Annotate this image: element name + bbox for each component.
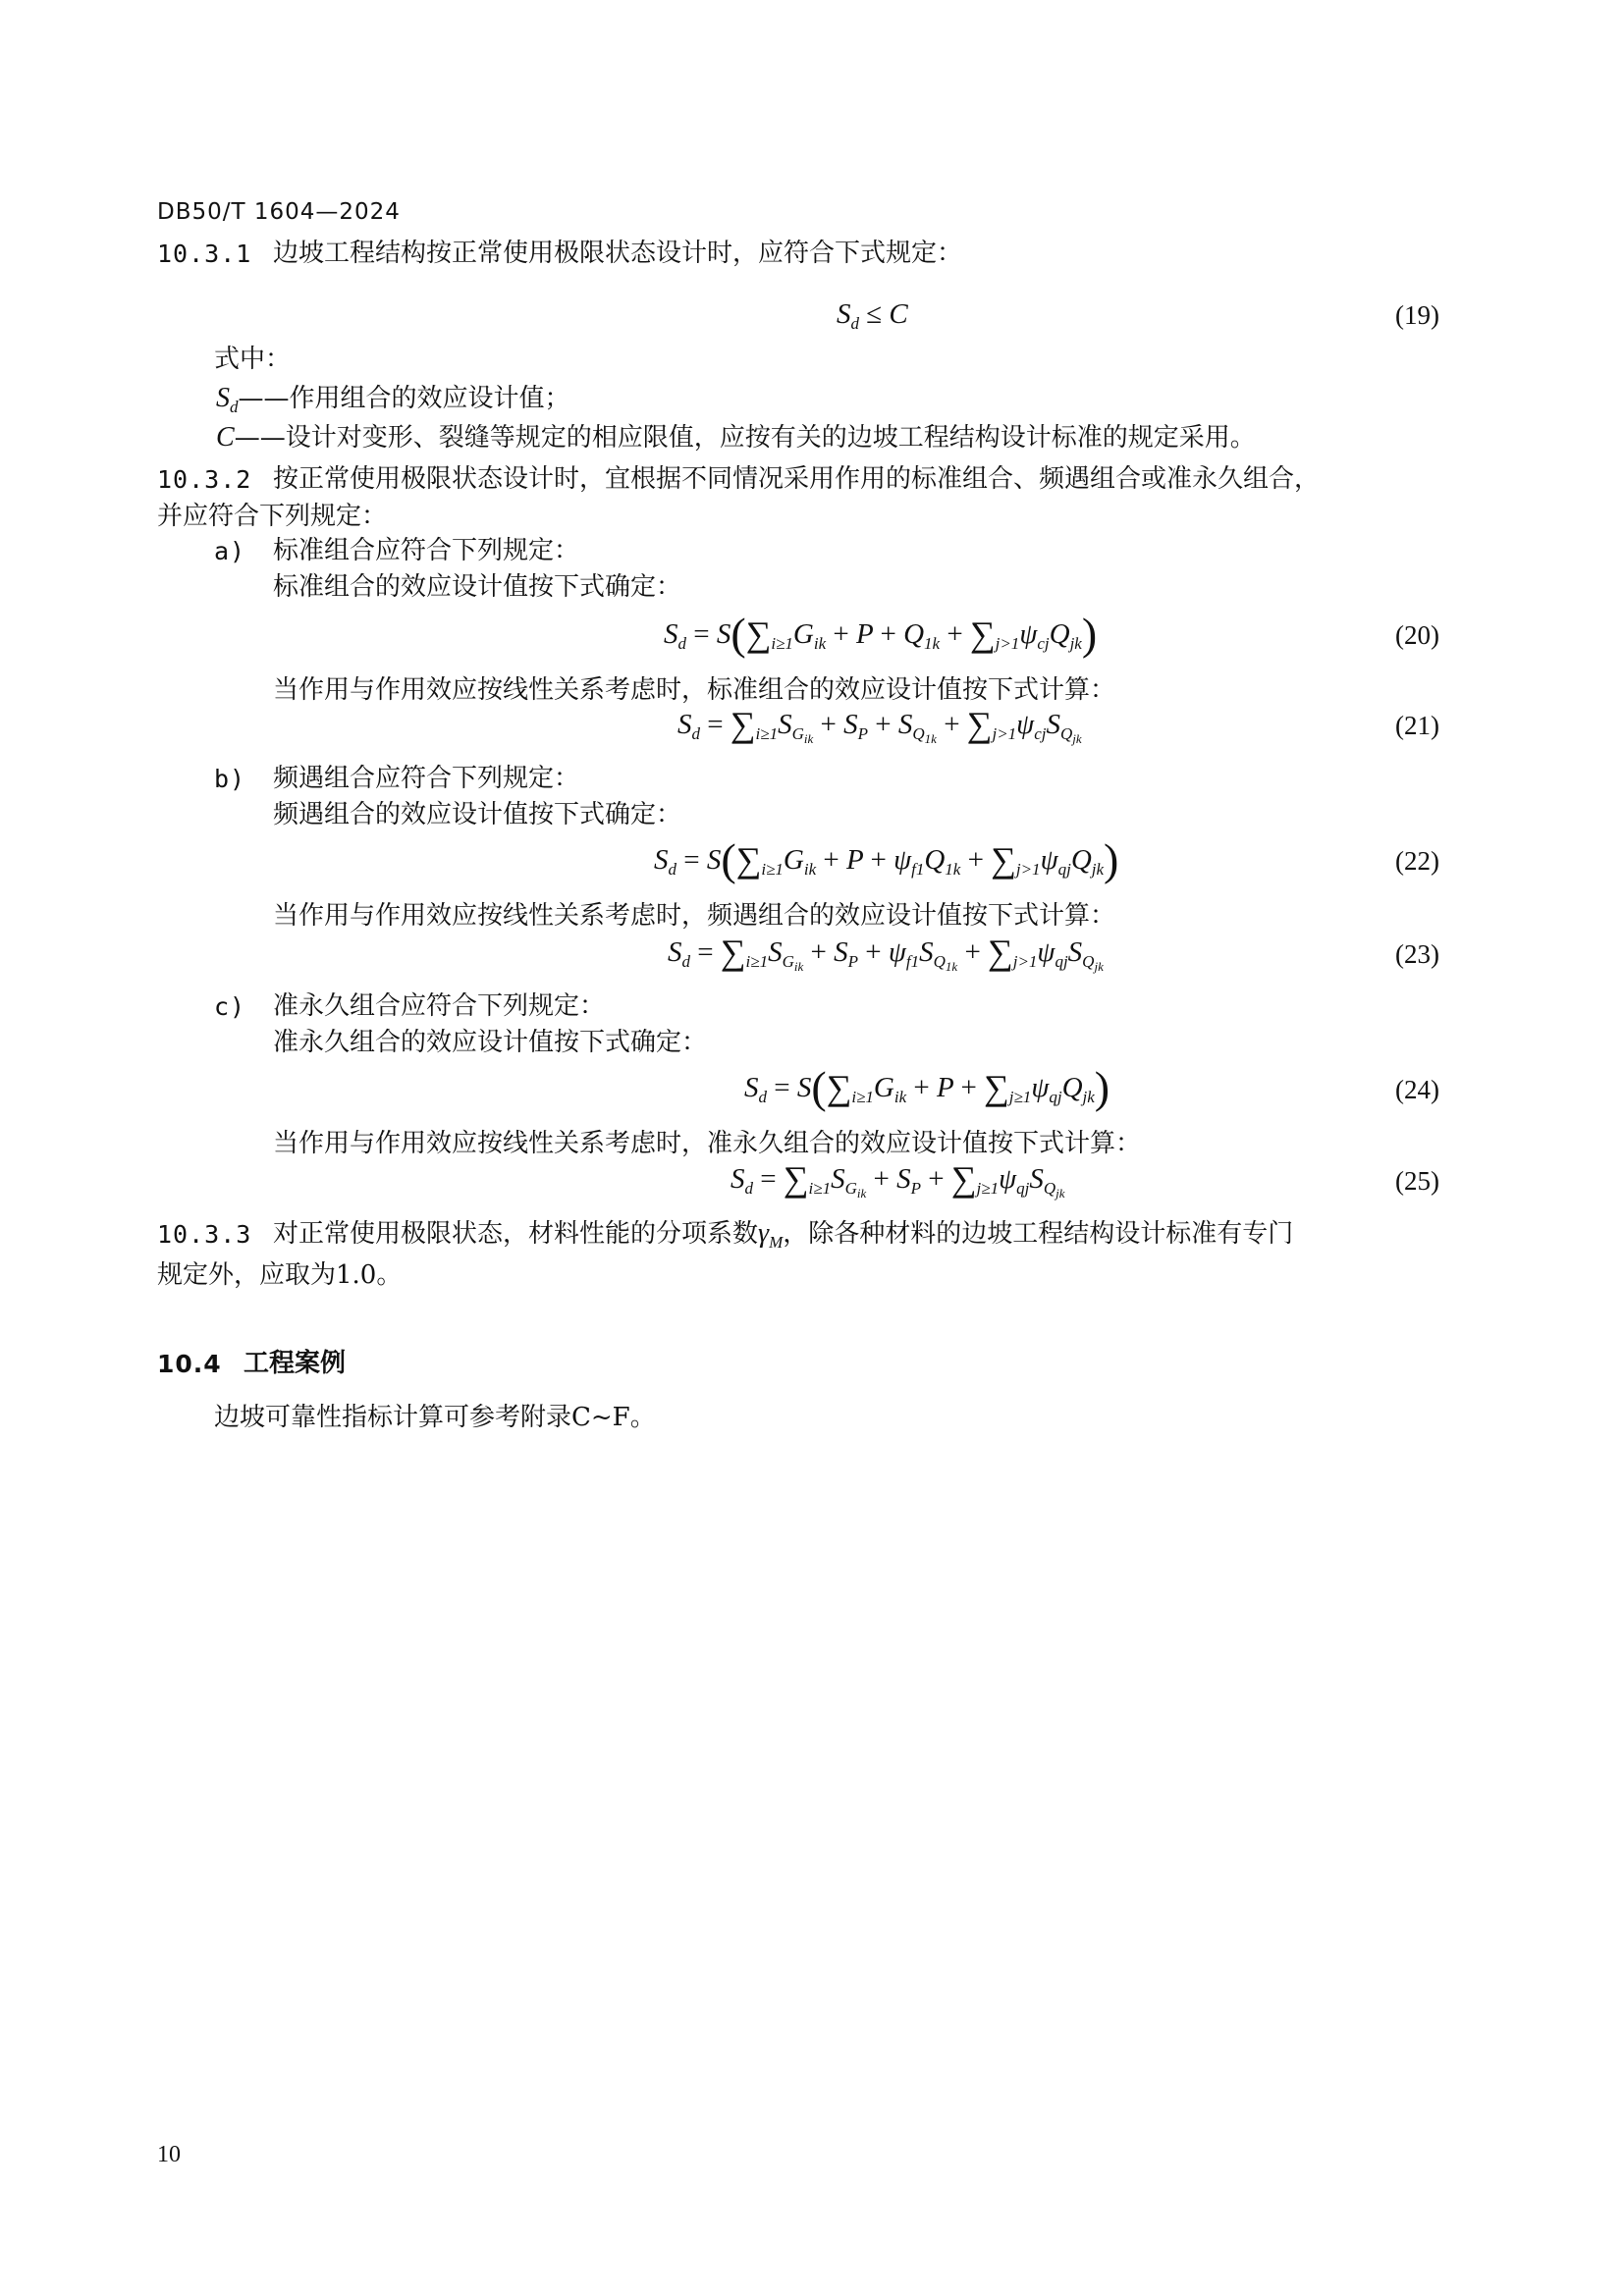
equation-number-19: (19) bbox=[1395, 300, 1439, 330]
section-10-4-text: 边坡可靠性指标计算可参考附录C~F。 bbox=[214, 1403, 656, 1432]
definition-sd-symbol: $S_d$ bbox=[216, 383, 239, 416]
equation-number-22: (22) bbox=[1395, 846, 1439, 876]
clause-10-3-3-text-a: 对正常使用极限状态，材料性能的分项系数 bbox=[273, 1219, 759, 1249]
item-a-intro: 标准组合的效应设计值按下式确定： bbox=[273, 572, 682, 602]
clause-10-3-1-text: 边坡工程结构按正常使用极限状态设计时，应符合下式规定： bbox=[273, 239, 963, 268]
formula-20: $S_d = S(\sum_{i\ge 1}G_{ik} + P + Q_{1k} + \sum_{j>1}\psi_{cj}Q_{jk})$ bbox=[664, 609, 1098, 659]
item-a-label: a) bbox=[214, 537, 246, 565]
formula-24: $S_d = S(\sum_{i\ge 1}G_{ik} + P + \sum_{j\ge 1}\psi_{qj}Q_{jk})$ bbox=[744, 1062, 1110, 1112]
formula-25: $S_d = \sum_{i\ge 1}S_{G_{ik}} + S_P + \sum_{j\ge 1}\psi_{qj}S_{Q_{jk}}$ bbox=[731, 1159, 1065, 1201]
where-label: 式中： bbox=[214, 345, 292, 374]
item-a-title: 标准组合应符合下列规定： bbox=[273, 536, 580, 565]
section-title-10-4: 工程案例 bbox=[244, 1349, 347, 1378]
section-number-10-4: 10.4 bbox=[157, 1350, 222, 1378]
definition-c-text: ——设计对变形、裂缝等规定的相应限值，应按有关的边坡工程结构设计标准的规定采用。 bbox=[234, 423, 1256, 453]
clause-10-3-3-line-1 bbox=[273, 1216, 1293, 1260]
item-b-linear: 当作用与作用效应按线性关系考虑时，频遇组合的效应设计值按下式计算： bbox=[273, 901, 1116, 931]
formula-19-lhs-sub: d bbox=[850, 314, 859, 333]
item-c-linear: 当作用与作用效应按线性关系考虑时，准永久组合的效应设计值按下式计算： bbox=[273, 1129, 1142, 1158]
formula-21: $S_d = \sum_{i\ge 1}S_{G_{ik}} + S_P + S_{Q_{1k}} + \sum_{j>1}\psi_{cj}S_{Q_{jk}}$ bbox=[677, 705, 1082, 746]
item-c-label: c) bbox=[214, 992, 246, 1021]
clause-10-3-3-line-2: 规定外，应取为1.0。 bbox=[157, 1260, 403, 1290]
formula-19-operator: ≤ bbox=[859, 298, 890, 330]
document-code: DB50/T 1604—2024 bbox=[157, 199, 401, 225]
equation-number-23: (23) bbox=[1395, 939, 1439, 969]
equation-number-24: (24) bbox=[1395, 1075, 1439, 1104]
clause-10-3-2-line-2: 并应符合下列规定： bbox=[157, 502, 388, 531]
formula-19 bbox=[837, 298, 908, 334]
item-a-linear: 当作用与作用效应按线性关系考虑时，标准组合的效应设计值按下式计算： bbox=[273, 675, 1116, 705]
item-c-intro: 准永久组合的效应设计值按下式确定： bbox=[273, 1028, 708, 1057]
formula-23: $S_d = \sum_{i\ge 1}S_{G_{ik}} + S_P + \psi_{f1}S_{Q_{1k}} + \sum_{j>1}\psi_{qj}S_{Q_{jk}}$ bbox=[668, 933, 1104, 974]
item-b-title: 频遇组合应符合下列规定： bbox=[273, 764, 580, 793]
definition-c bbox=[216, 420, 1256, 455]
formula-19-lhs: S bbox=[837, 298, 851, 330]
item-c-title: 准永久组合应符合下列规定： bbox=[273, 991, 606, 1021]
definition-sd bbox=[216, 381, 570, 425]
equation-number-20: (20) bbox=[1395, 620, 1439, 650]
clause-number-10-3-2: 10.3.2 bbox=[157, 465, 252, 494]
gamma-m-symbol: $\gamma_M$ bbox=[758, 1218, 784, 1252]
equation-number-25: (25) bbox=[1395, 1166, 1439, 1196]
item-b-intro: 频遇组合的效应设计值按下式确定： bbox=[273, 800, 682, 829]
equation-number-21: (21) bbox=[1395, 711, 1439, 740]
clause-number-10-3-1: 10.3.1 bbox=[157, 240, 252, 268]
clause-10-3-2-line-1: 按正常使用极限状态设计时，宜根据不同情况采用作用的标准组合、频遇组合或准永久组合， bbox=[273, 464, 1321, 494]
definition-sd-text: ——作用组合的效应设计值； bbox=[238, 384, 570, 413]
clause-number-10-3-3: 10.3.3 bbox=[157, 1220, 252, 1249]
formula-22: $S_d = S(\sum_{i\ge 1}G_{ik} + P + \psi_{f1}Q_{1k} + \sum_{j>1}\psi_{qj}Q_{jk})$ bbox=[654, 834, 1119, 884]
definition-c-symbol: C bbox=[216, 422, 235, 453]
formula-19-rhs: C bbox=[889, 298, 908, 330]
clause-10-3-3-text-b: ，除各种材料的边坡工程结构设计标准有专门 bbox=[783, 1219, 1294, 1249]
item-b-label: b) bbox=[214, 765, 246, 793]
page-number: 10 bbox=[157, 2142, 181, 2167]
